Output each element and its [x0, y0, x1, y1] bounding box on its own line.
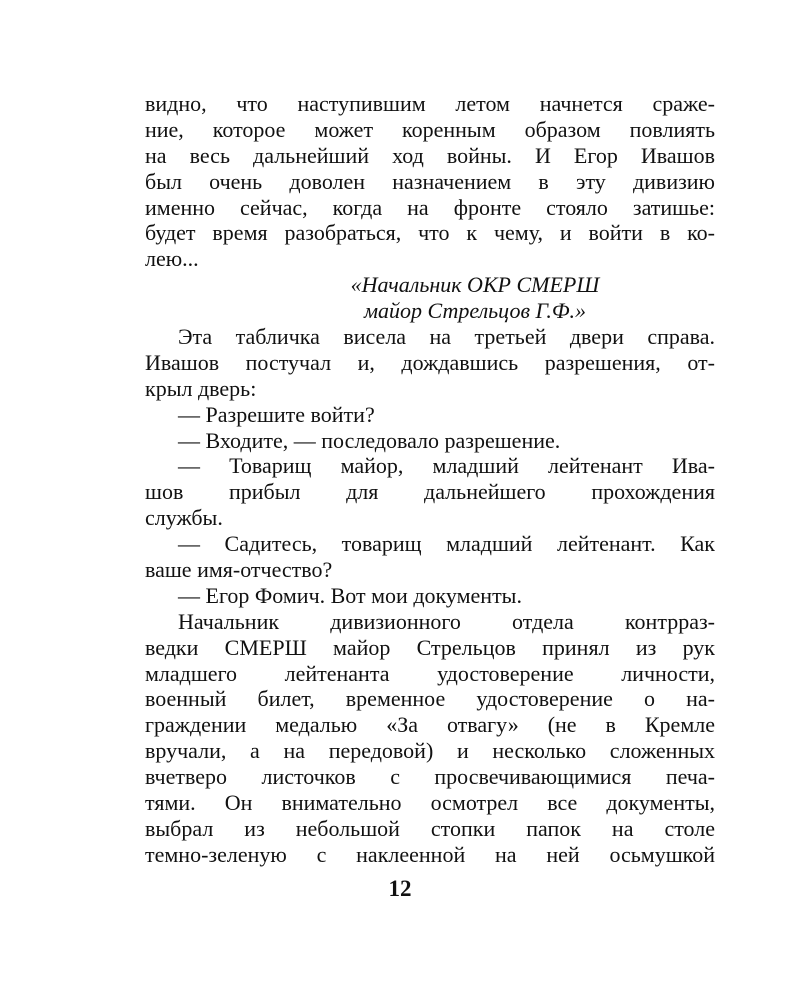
text-line: тями. Он внимательно осмотрел все документы,	[145, 790, 715, 816]
dialogue-line: — Егор Фомич. Вот мои документы.	[178, 582, 522, 608]
text-line: Начальник дивизионного отдела контрраз-	[178, 608, 715, 634]
text-line: ведки СМЕРШ майор Стрельцов принял из рук	[145, 634, 715, 660]
text-line: будет время разобраться, что к чему, и войти в ко-	[145, 220, 715, 246]
text-line: ние, которое может коренным образом повлиять	[145, 116, 715, 142]
text-line: крыл дверь:	[145, 375, 257, 401]
text-line: именно сейчас, когда на фронте стояло затишье:	[145, 194, 715, 220]
text-line: Эта табличка висела на третьей двери справа.	[178, 324, 715, 350]
sign-line-title: «Начальник ОКР СМЕРШ	[350, 272, 600, 298]
text-line: военный билет, временное удостоверение о на-	[145, 686, 715, 712]
dialogue-line: — Разрешите войти?	[178, 401, 375, 427]
text-line: на весь дальнейший ход войны. И Егор Ивашов	[145, 142, 715, 168]
sign-line-name: майор Стрельцов Г.Ф.»	[363, 298, 587, 324]
text-line: вручали, а на передовой) и несколько сложенных	[145, 738, 715, 764]
text-line: шов прибыл для дальнейшего прохождения	[145, 479, 715, 505]
text-line: граждении медалью «За отвагу» (не в Кремле	[145, 712, 715, 738]
document-body	[145, 91, 715, 868]
text-line: младшего лейтенанта удостоверение личности,	[145, 660, 715, 686]
text-line: выбрал из небольшой стопки папок на столе	[145, 815, 715, 841]
text-line: темно-зеленую с наклеенной на ней осьмушкой	[145, 841, 715, 867]
dialogue-line: — Товарищ майор, младший лейтенант Ива-	[178, 453, 715, 479]
dialogue-line: — Входите, — последовало разрешение.	[178, 427, 561, 453]
text-line: был очень доволен назначением в эту дивизию	[145, 168, 715, 194]
text-line: видно, что наступившим летом начнется сраже-	[145, 91, 715, 116]
page-number: 12	[388, 876, 412, 901]
text-line: Ивашов постучал и, дождавшись разрешения, от-	[145, 349, 715, 375]
dialogue-line: — Садитесь, товарищ младший лейтенант. Как	[178, 531, 715, 557]
text-line: службы.	[145, 505, 223, 531]
text-line: лею...	[145, 246, 199, 272]
text-line: вчетверо листочков с просвечивающимися печа-	[145, 764, 715, 790]
text-line: ваше имя-отчество?	[145, 557, 333, 583]
